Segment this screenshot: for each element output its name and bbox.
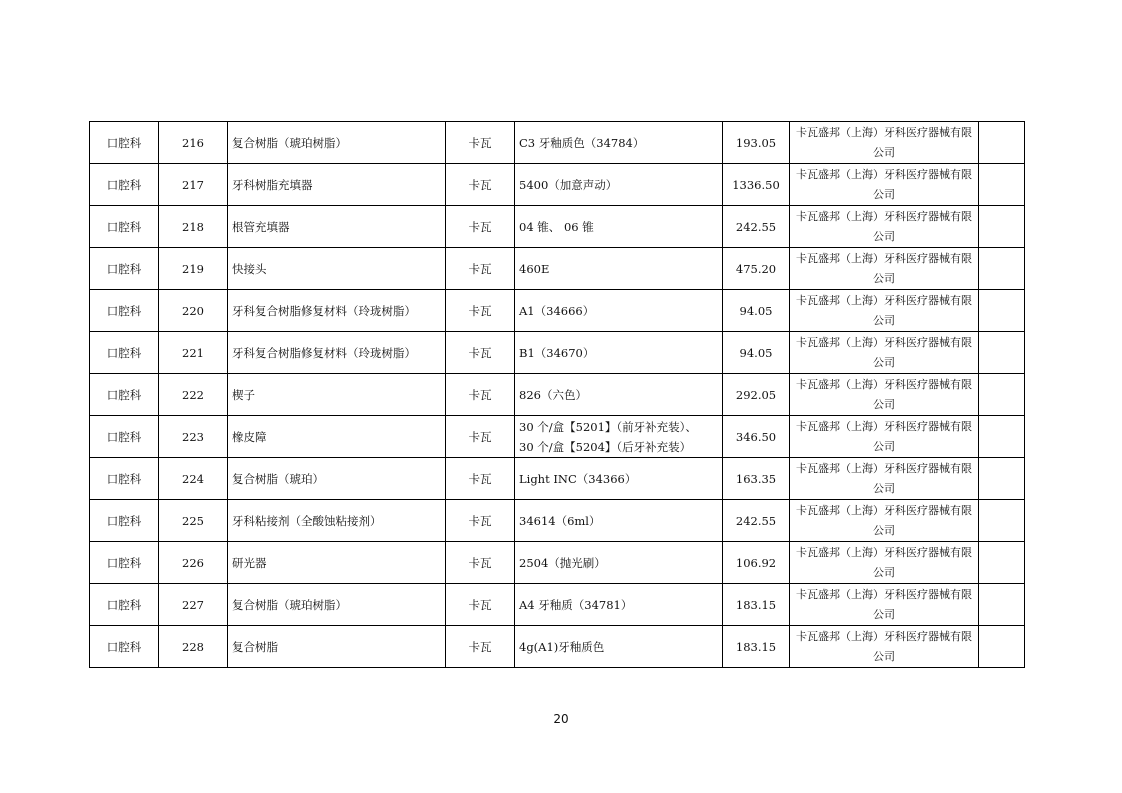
specification-cell — [515, 122, 723, 164]
price-cell: 475.20 — [723, 248, 790, 290]
specification-line: Light INC（34366） — [519, 471, 637, 486]
price-cell: 193.05 — [723, 122, 790, 164]
empty-cell — [979, 290, 1025, 332]
specification-line: 2504（抛光刷） — [519, 555, 606, 570]
specification-line: 826（六色） — [519, 387, 587, 402]
specification-cell — [515, 290, 723, 332]
table-row — [90, 374, 1025, 416]
item-number-cell: 228 — [159, 626, 228, 668]
specification-cell — [515, 416, 723, 458]
vendor-cell: 卡瓦盛邦（上海）牙科医疗器械有限公司 — [790, 332, 979, 374]
table-row — [90, 290, 1025, 332]
department-cell: 口腔科 — [90, 542, 159, 584]
empty-cell — [979, 122, 1025, 164]
price-cell: 183.15 — [723, 626, 790, 668]
specification-cell — [515, 500, 723, 542]
item-number-cell: 223 — [159, 416, 228, 458]
brand-cell: 卡瓦 — [446, 290, 515, 332]
item-number-cell: 216 — [159, 122, 228, 164]
empty-cell — [979, 458, 1025, 500]
specification-cell — [515, 248, 723, 290]
department-cell: 口腔科 — [90, 584, 159, 626]
price-cell: 242.55 — [723, 500, 790, 542]
vendor-cell: 卡瓦盛邦（上海）牙科医疗器械有限公司 — [790, 458, 979, 500]
table-row — [90, 584, 1025, 626]
department-cell: 口腔科 — [90, 374, 159, 416]
department-cell: 口腔科 — [90, 416, 159, 458]
specification-line: 04 锥、 06 锥 — [519, 219, 594, 234]
price-cell: 292.05 — [723, 374, 790, 416]
department-cell: 口腔科 — [90, 290, 159, 332]
price-cell: 106.92 — [723, 542, 790, 584]
table-row — [90, 500, 1025, 542]
empty-cell — [979, 374, 1025, 416]
item-name-cell: 复合树脂（琥珀） — [228, 458, 446, 500]
item-number-cell: 218 — [159, 206, 228, 248]
specification-line: C3 牙釉质色（34784） — [519, 135, 645, 150]
department-cell: 口腔科 — [90, 332, 159, 374]
brand-cell: 卡瓦 — [446, 374, 515, 416]
table-row — [90, 416, 1025, 458]
item-name-cell: 牙科粘接剂（全酸蚀粘接剂） — [228, 500, 446, 542]
item-number-cell: 220 — [159, 290, 228, 332]
price-cell: 242.55 — [723, 206, 790, 248]
item-name-cell: 复合树脂 — [228, 626, 446, 668]
empty-cell — [979, 332, 1025, 374]
specification-line: 5400（加意声动） — [519, 177, 618, 192]
department-cell: 口腔科 — [90, 626, 159, 668]
brand-cell: 卡瓦 — [446, 122, 515, 164]
brand-cell: 卡瓦 — [446, 626, 515, 668]
item-number-cell: 217 — [159, 164, 228, 206]
brand-cell: 卡瓦 — [446, 416, 515, 458]
vendor-cell: 卡瓦盛邦（上海）牙科医疗器械有限公司 — [790, 584, 979, 626]
specification-line: 30 个/盒【5204】（后牙补充装） — [519, 439, 692, 454]
vendor-cell: 卡瓦盛邦（上海）牙科医疗器械有限公司 — [790, 374, 979, 416]
empty-cell — [979, 416, 1025, 458]
table-body — [90, 122, 1025, 668]
empty-cell — [979, 626, 1025, 668]
empty-cell — [979, 500, 1025, 542]
specification-cell — [515, 164, 723, 206]
brand-cell: 卡瓦 — [446, 584, 515, 626]
item-number-cell: 227 — [159, 584, 228, 626]
price-cell: 183.15 — [723, 584, 790, 626]
specification-line: 4g(A1)牙釉质色 — [519, 639, 605, 654]
item-name-cell: 复合树脂（琥珀树脂） — [228, 122, 446, 164]
item-number-cell: 225 — [159, 500, 228, 542]
vendor-cell: 卡瓦盛邦（上海）牙科医疗器械有限公司 — [790, 500, 979, 542]
item-number-cell: 219 — [159, 248, 228, 290]
vendor-cell: 卡瓦盛邦（上海）牙科医疗器械有限公司 — [790, 416, 979, 458]
specification-line: 460E — [519, 261, 550, 276]
price-cell: 1336.50 — [723, 164, 790, 206]
item-number-cell: 224 — [159, 458, 228, 500]
item-number-cell: 226 — [159, 542, 228, 584]
table-row — [90, 332, 1025, 374]
empty-cell — [979, 164, 1025, 206]
brand-cell: 卡瓦 — [446, 542, 515, 584]
vendor-cell: 卡瓦盛邦（上海）牙科医疗器械有限公司 — [790, 248, 979, 290]
price-cell: 163.35 — [723, 458, 790, 500]
item-number-cell: 222 — [159, 374, 228, 416]
price-table — [89, 121, 1025, 668]
vendor-cell: 卡瓦盛邦（上海）牙科医疗器械有限公司 — [790, 542, 979, 584]
price-cell: 346.50 — [723, 416, 790, 458]
item-name-cell: 根管充填器 — [228, 206, 446, 248]
department-cell: 口腔科 — [90, 458, 159, 500]
specification-cell — [515, 458, 723, 500]
specification-cell — [515, 206, 723, 248]
item-number-cell: 221 — [159, 332, 228, 374]
specification-line: 30 个/盒【5201】（前牙补充装）、 — [519, 419, 697, 434]
brand-cell: 卡瓦 — [446, 500, 515, 542]
item-name-cell: 牙科复合树脂修复材料（玲珑树脂） — [228, 332, 446, 374]
table-row — [90, 248, 1025, 290]
item-name-cell: 橡皮障 — [228, 416, 446, 458]
brand-cell: 卡瓦 — [446, 332, 515, 374]
empty-cell — [979, 542, 1025, 584]
empty-cell — [979, 248, 1025, 290]
department-cell: 口腔科 — [90, 206, 159, 248]
table-row — [90, 626, 1025, 668]
table-row — [90, 542, 1025, 584]
vendor-cell: 卡瓦盛邦（上海）牙科医疗器械有限公司 — [790, 164, 979, 206]
department-cell: 口腔科 — [90, 164, 159, 206]
vendor-cell: 卡瓦盛邦（上海）牙科医疗器械有限公司 — [790, 206, 979, 248]
item-name-cell: 复合树脂（琥珀树脂） — [228, 584, 446, 626]
vendor-cell: 卡瓦盛邦（上海）牙科医疗器械有限公司 — [790, 290, 979, 332]
page-number: 20 — [553, 712, 569, 726]
item-name-cell: 楔子 — [228, 374, 446, 416]
department-cell: 口腔科 — [90, 500, 159, 542]
table-row — [90, 206, 1025, 248]
brand-cell: 卡瓦 — [446, 458, 515, 500]
empty-cell — [979, 206, 1025, 248]
specification-cell — [515, 626, 723, 668]
table-row — [90, 122, 1025, 164]
specification-cell — [515, 584, 723, 626]
table-row — [90, 164, 1025, 206]
item-name-cell: 研光器 — [228, 542, 446, 584]
table-row — [90, 458, 1025, 500]
specification-line: 34614（6ml） — [519, 513, 601, 528]
brand-cell: 卡瓦 — [446, 164, 515, 206]
price-cell: 94.05 — [723, 332, 790, 374]
vendor-cell: 卡瓦盛邦（上海）牙科医疗器械有限公司 — [790, 122, 979, 164]
item-name-cell: 牙科复合树脂修复材料（玲珑树脂） — [228, 290, 446, 332]
brand-cell: 卡瓦 — [446, 248, 515, 290]
department-cell: 口腔科 — [90, 248, 159, 290]
specification-cell — [515, 374, 723, 416]
item-name-cell: 牙科树脂充填器 — [228, 164, 446, 206]
specification-line: A1（34666） — [519, 303, 595, 318]
specification-line: A4 牙釉质（34781） — [519, 597, 633, 612]
department-cell: 口腔科 — [90, 122, 159, 164]
brand-cell: 卡瓦 — [446, 206, 515, 248]
specification-line: B1（34670） — [519, 345, 595, 360]
item-name-cell: 快接头 — [228, 248, 446, 290]
vendor-cell: 卡瓦盛邦（上海）牙科医疗器械有限公司 — [790, 626, 979, 668]
empty-cell — [979, 584, 1025, 626]
specification-cell — [515, 542, 723, 584]
specification-cell — [515, 332, 723, 374]
price-cell: 94.05 — [723, 290, 790, 332]
